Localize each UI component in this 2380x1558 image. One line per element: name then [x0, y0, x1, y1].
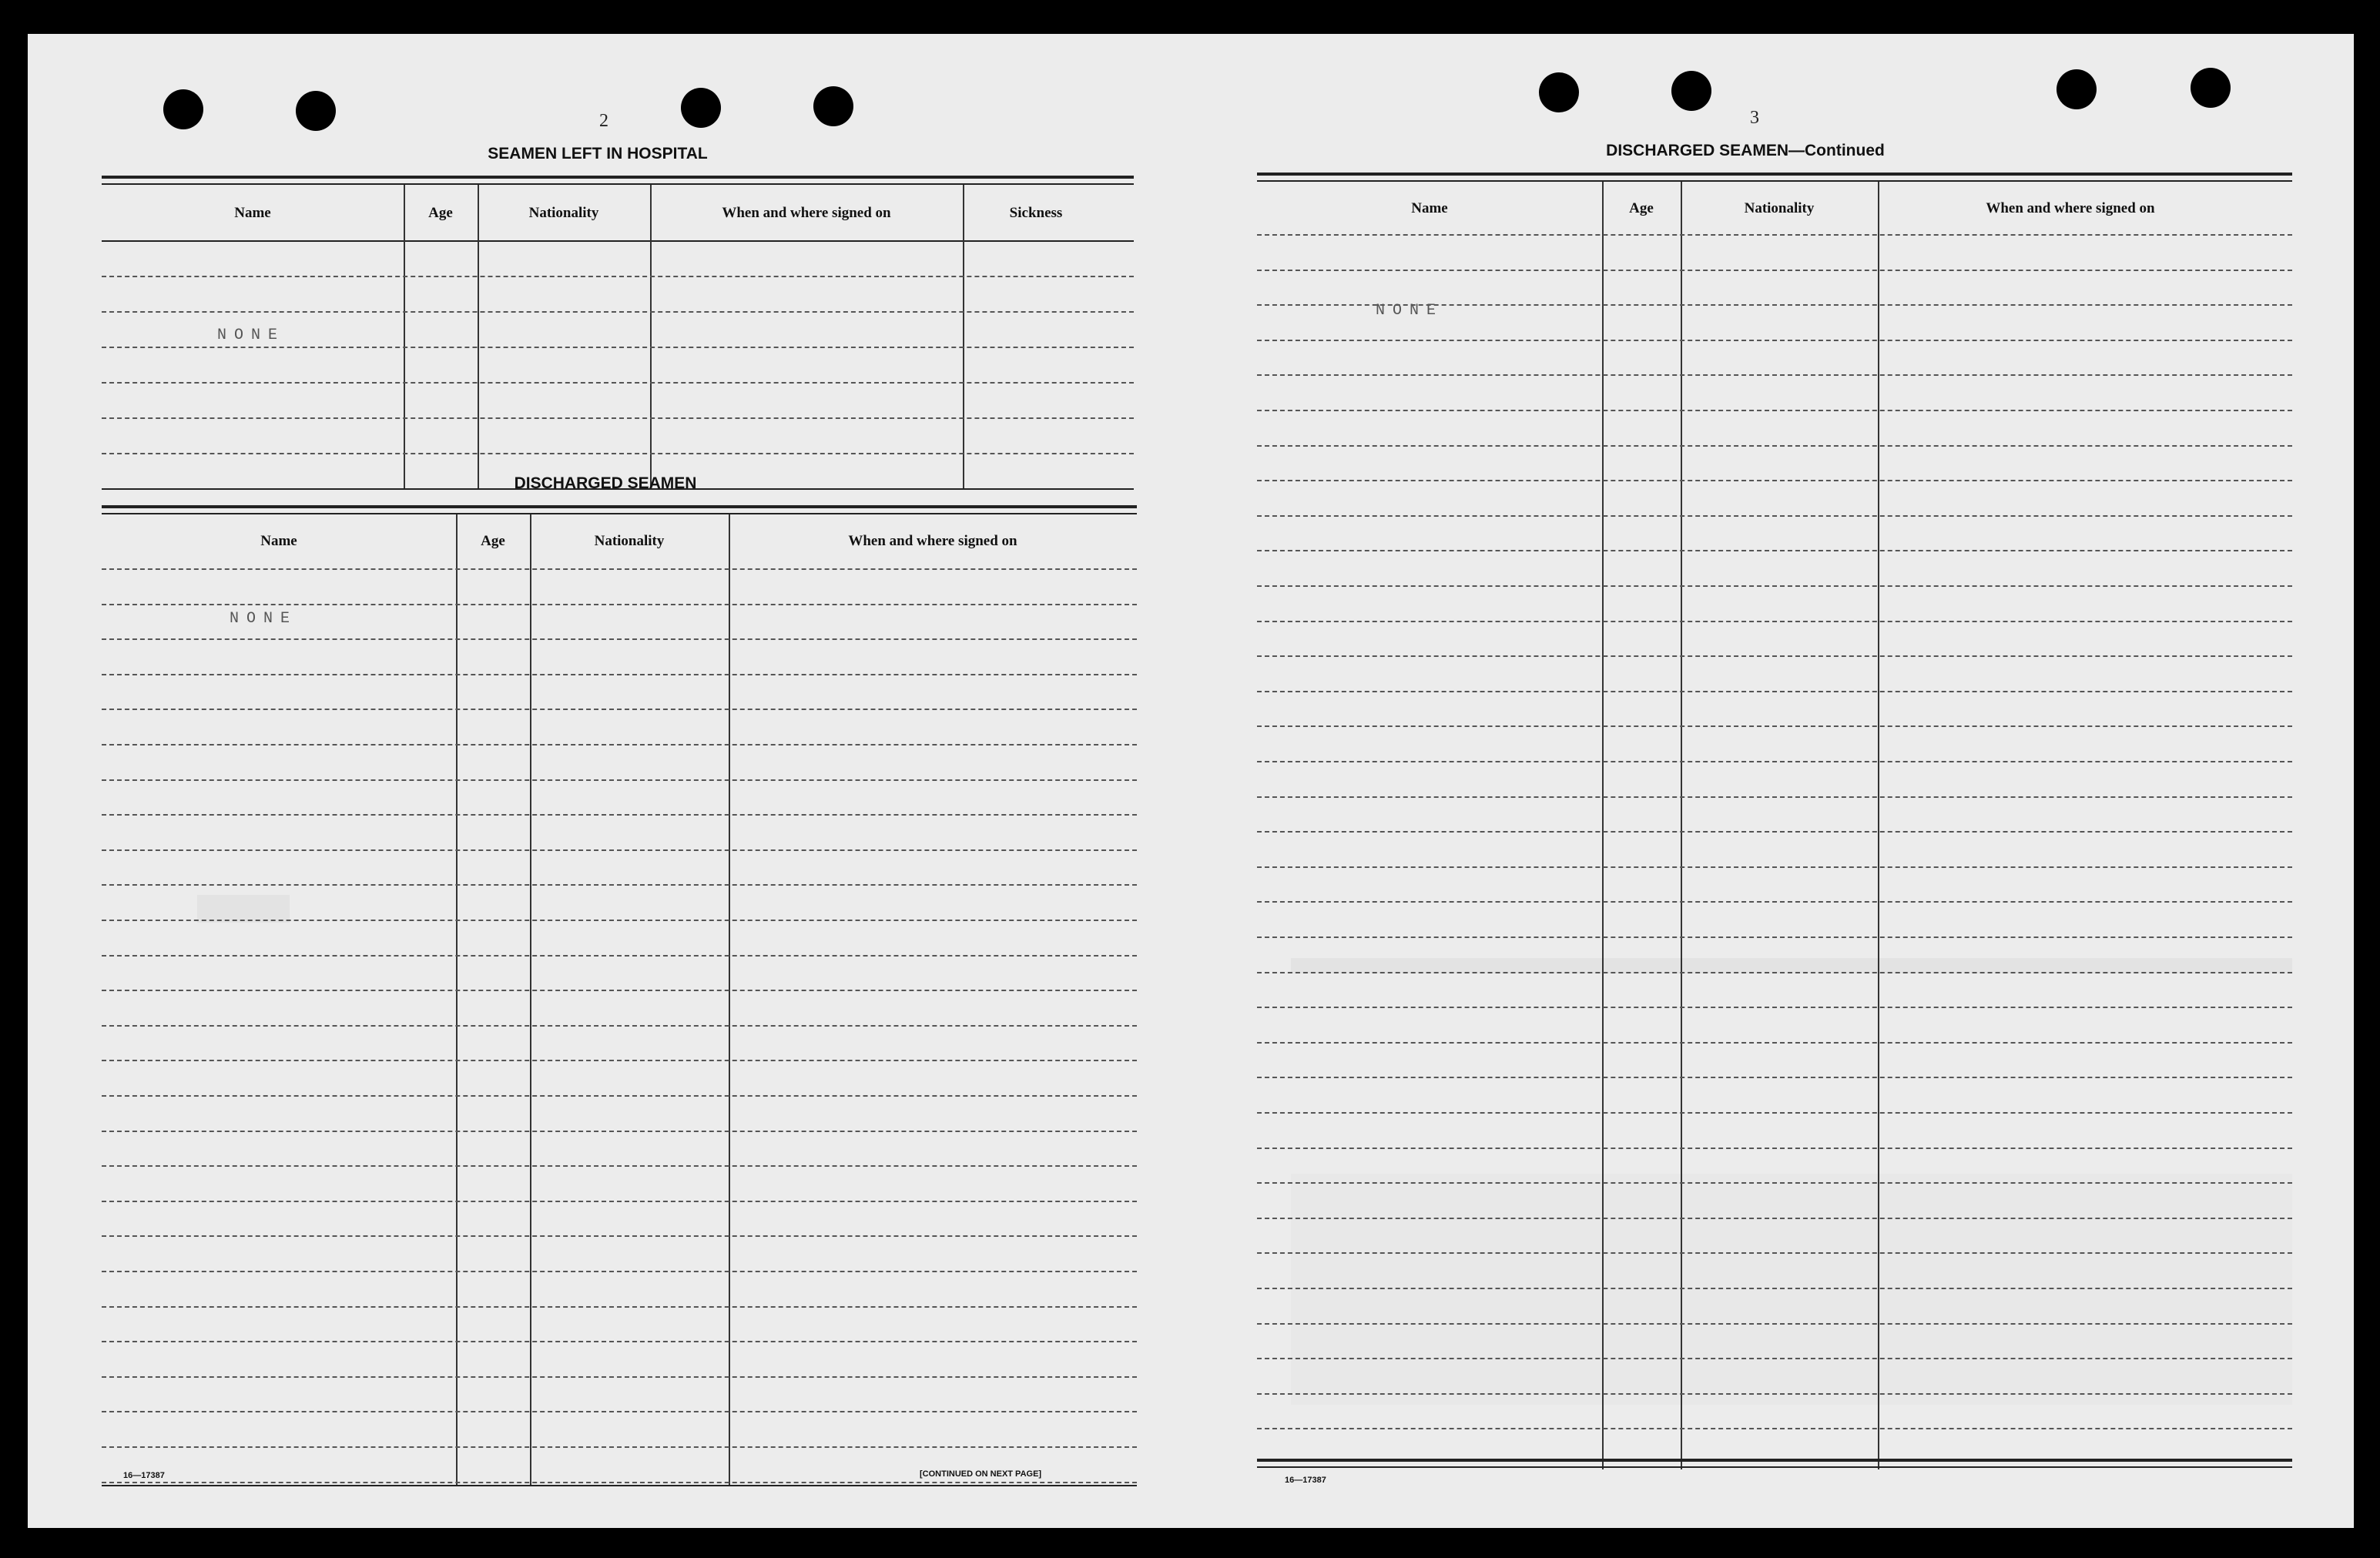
- row-line: [1257, 480, 2292, 481]
- row-line: [102, 955, 1137, 957]
- row-line: [1257, 270, 2292, 271]
- row-line: [102, 1482, 1137, 1483]
- row-line: [102, 604, 1137, 605]
- row-line: [1257, 304, 2292, 306]
- hospital-table: [102, 176, 1134, 493]
- column-header-signed-on: When and where signed on: [722, 205, 891, 221]
- row-line: [102, 1235, 1137, 1237]
- punch-hole: [1671, 71, 1711, 111]
- column-header-nationality: Nationality: [528, 205, 599, 221]
- punch-hole: [2057, 69, 2097, 109]
- column-header-name: Name: [234, 205, 271, 221]
- column-header-name: Name: [260, 533, 297, 549]
- row-line: [102, 1025, 1137, 1027]
- row-line: [102, 884, 1137, 886]
- row-line: [1257, 831, 2292, 833]
- row-line: [1257, 901, 2292, 903]
- row-line: [102, 1060, 1137, 1061]
- row-line: [1257, 1252, 2292, 1254]
- row-line: [102, 1165, 1137, 1167]
- row-line: [102, 1201, 1137, 1202]
- row-line: [1257, 1007, 2292, 1008]
- row-line: [102, 779, 1137, 781]
- discharged-section-title-left: DISCHARGED SEAMEN: [514, 474, 697, 492]
- discharged-table-right: [1257, 173, 2292, 1473]
- page-number-right: 3: [1750, 108, 1759, 128]
- row-line: [1257, 972, 2292, 973]
- row-line: [1257, 585, 2292, 587]
- row-line: [1257, 1358, 2292, 1359]
- continued-suffix: —Continued: [1788, 142, 1885, 159]
- document-sheet: [28, 34, 2354, 1528]
- page-number-left: 2: [599, 111, 608, 131]
- row-line: [1257, 796, 2292, 798]
- row-line: [102, 1095, 1137, 1097]
- row-line: [1257, 410, 2292, 411]
- row-line: [102, 920, 1137, 921]
- column-header-age: Age: [1629, 200, 1654, 216]
- column-header-age: Age: [428, 205, 453, 221]
- row-line: [1257, 866, 2292, 868]
- row-line: [1257, 1288, 2292, 1289]
- row-line: [1257, 1042, 2292, 1044]
- form-code-left: 16—17387: [123, 1471, 165, 1480]
- row-line: [1257, 621, 2292, 622]
- row-line: [102, 1271, 1137, 1272]
- row-line: [1257, 655, 2292, 657]
- column-header-sickness: Sickness: [1009, 205, 1063, 221]
- row-line: [1257, 1428, 2292, 1429]
- row-line: [102, 1306, 1137, 1308]
- row-line: [102, 638, 1137, 640]
- continued-note: [CONTINUED ON NEXT PAGE]: [920, 1469, 1042, 1479]
- row-line: [1257, 1393, 2292, 1395]
- row-line: [1257, 1112, 2292, 1114]
- row-line: [1257, 550, 2292, 551]
- column-header-name: Name: [1411, 200, 1448, 216]
- row-line: [102, 990, 1137, 991]
- punch-hole: [1539, 72, 1579, 112]
- row-line: [1257, 761, 2292, 762]
- row-line: [1257, 1148, 2292, 1149]
- row-line: [1257, 445, 2292, 447]
- row-line: [1257, 374, 2292, 376]
- hospital-entry: NONE: [217, 327, 286, 344]
- discharged-continued-title: [1553, 142, 1938, 160]
- row-line: [102, 1341, 1137, 1342]
- row-line: [1257, 1323, 2292, 1325]
- row-line: [1257, 1077, 2292, 1078]
- column-header-nationality: Nationality: [1744, 200, 1815, 216]
- row-line: [1257, 691, 2292, 692]
- row-line: [102, 1446, 1137, 1448]
- form-code-right: 16—17387: [1285, 1476, 1326, 1485]
- discharged-title-main: DISCHARGED SEAMEN: [1606, 142, 1789, 159]
- row-line: [1257, 725, 2292, 727]
- row-line: [102, 849, 1137, 851]
- row-line: [1257, 1218, 2292, 1219]
- discharged-table-left: [102, 505, 1137, 1488]
- punch-hole: [163, 89, 203, 129]
- hospital-section-title: SEAMEN LEFT IN HOSPITAL: [488, 145, 708, 163]
- punch-hole: [2191, 68, 2231, 108]
- column-header-signed-on: When and where signed on: [1986, 200, 2155, 216]
- row-line: [102, 744, 1137, 745]
- discharged-entry-right: NONE: [1376, 302, 1444, 320]
- row-line: [1257, 340, 2292, 341]
- punch-hole: [681, 88, 721, 128]
- punch-hole: [296, 91, 336, 131]
- column-header-signed-on: When and where signed on: [848, 533, 1017, 549]
- row-line: [102, 814, 1137, 816]
- row-line: [1257, 1182, 2292, 1184]
- punch-hole: [813, 86, 853, 126]
- row-line: [1257, 234, 2292, 236]
- row-line: [102, 1131, 1137, 1132]
- row-line: [102, 1411, 1137, 1412]
- row-line: [102, 674, 1137, 675]
- column-header-age: Age: [481, 533, 505, 549]
- row-line: [102, 709, 1137, 710]
- row-line: [102, 568, 1137, 570]
- row-line: [1257, 515, 2292, 517]
- row-line: [102, 1376, 1137, 1378]
- row-line: [1257, 936, 2292, 938]
- column-header-nationality: Nationality: [594, 533, 665, 549]
- discharged-entry-left: NONE: [230, 610, 298, 628]
